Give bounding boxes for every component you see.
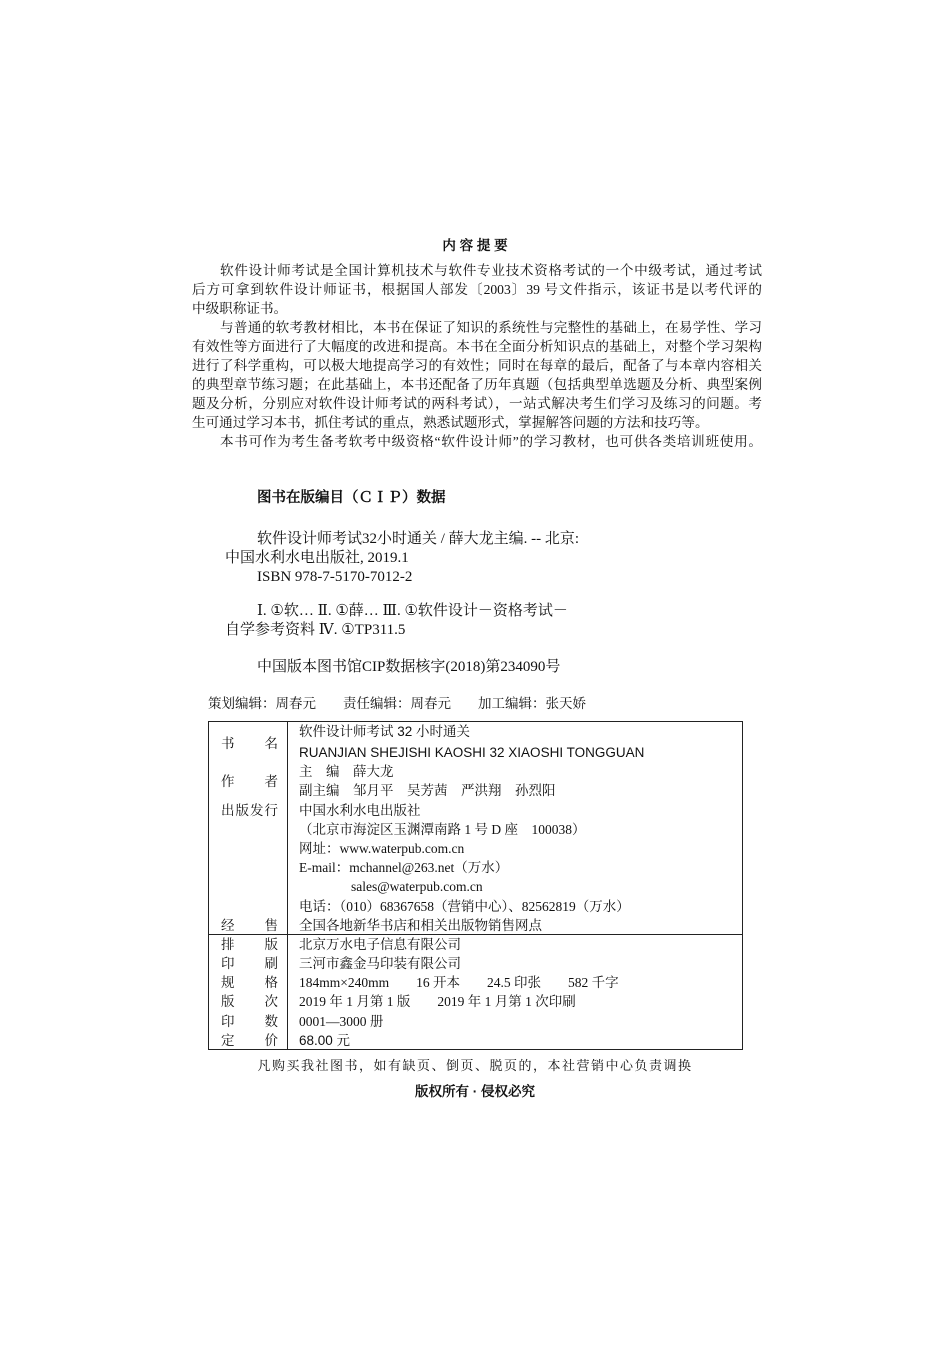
distribution-value: 全国各地新华书店和相关出版物销售网点 (299, 918, 542, 933)
publisher-phone: 电话：（010）68367658（营销中心）、82562819（万水） (299, 899, 630, 914)
label-book-title: 书名 (221, 736, 278, 751)
deputy-editors: 副主编 邹月平 吴芳茜 严洪翔 孙烈阳 (299, 783, 556, 798)
cip-line: ISBN 978-7-5170-7012-2 (257, 569, 413, 585)
cip-line: Ⅰ. ①软… Ⅱ. ①薛… Ⅲ. ①软件设计－资格考试－ (257, 603, 568, 619)
label-edition: 版次 (221, 994, 278, 1009)
summary-title: 内 容 提 要 (442, 238, 508, 253)
publication-info-table (208, 721, 743, 1050)
summary-line: 进行了科学重构，可以极大地提高学习的有效性；同时在每章的最后，配备了与本章内容相关 (192, 358, 762, 373)
summary-line: 中级职称证书。 (192, 301, 288, 316)
publisher-email-sales: sales@waterpub.com.cn (351, 879, 483, 894)
book-title-cn: 软件设计师考试 32 小时通关 (299, 724, 471, 739)
summary-line: 与普通的软考教材相比，本书在保证了知识的系统性与完整性的基础上，在易学性、学习 (220, 320, 762, 335)
cip-line: 软件设计师考试32小时通关 / 薛大龙主编. -- 北京: (257, 531, 580, 547)
label-print-run: 印数 (221, 1014, 278, 1029)
label-spec: 规格 (221, 975, 278, 990)
cip-number: 中国版本图书馆CIP数据核字(2018)第234090号 (257, 659, 561, 675)
summary-line: 的典型章节练习题；在此基础上，本书还配备了历年真题（包括典型单选题及分析、典型案例 (192, 377, 762, 392)
label-printing: 印刷 (221, 956, 278, 971)
chief-editor: 主 编 薛大龙 (299, 764, 394, 779)
summary-line: 本书可作为考生备考软考中级资格“软件设计师”的学习教材，也可供各类培训班使用。 (220, 434, 762, 449)
cip-line: 自学参考资料 Ⅳ. ①TP311.5 (225, 622, 406, 638)
cip-line: 中国水利水电出版社, 2019.1 (225, 550, 409, 566)
summary-line: 软件设计师考试是全国计算机技术与软件专业技术资格考试的一个中级考试，通过考试 (220, 263, 762, 278)
replacement-notice: 凡购买我社图书，如有缺页、倒页、脱页的，本社营销中心负责调换 (257, 1058, 693, 1073)
editors-line: 策划编辑：周春元 责任编辑：周春元 加工编辑：张天娇 (208, 696, 586, 711)
copyright-notice: 版权所有 · 侵权必究 (415, 1084, 535, 1099)
label-publisher: 出版发行 (221, 803, 278, 818)
typesetting-value: 北京万水电子信息有限公司 (299, 937, 461, 952)
summary-line: 后方可拿到软件设计师证书，根据国人部发〔2003〕39 号文件指示，该证书是以考代评的 (192, 282, 762, 297)
summary-line: 生可通过学习本书，抓住考试的重点，熟悉试题形式，掌握解答问题的方法和技巧等。 (192, 415, 709, 430)
publisher-address: （北京市海淀区玉渊潭南路 1 号 D 座 100038） (299, 822, 586, 837)
book-title-en: RUANJIAN SHEJISHI KAOSHI 32 XIAOSHI TONGGUAN (299, 745, 645, 760)
label-price: 定价 (221, 1033, 278, 1048)
cip-title: 图书在版编目（ＣＩＰ）数据 (257, 490, 446, 506)
publisher-name: 中国水利水电出版社 (299, 803, 421, 818)
spec-value: 184mm×240mm 16 开本 24.5 印张 582 千字 (299, 975, 619, 990)
printing-value: 三河市鑫金马印装有限公司 (299, 956, 461, 971)
summary-line: 有效性等方面进行了大幅度的改进和提高。本书在全面分析知识点的基础上，对整个学习架构 (192, 339, 762, 354)
price-value: 68.00 元 (299, 1033, 351, 1048)
label-typesetting: 排版 (221, 937, 278, 952)
publisher-email: E-mail：mchannel@263.net（万水） (299, 860, 509, 875)
publisher-website: 网址：www.waterpub.com.cn (299, 841, 465, 856)
label-distribution: 经售 (221, 918, 278, 933)
column-divider (287, 722, 288, 1049)
label-author: 作者 (221, 774, 278, 789)
edition-value: 2019 年 1 月第 1 版 2019 年 1 月第 1 次印刷 (299, 994, 576, 1009)
summary-line: 题及分析，分别应对软件设计师考试的两科考试），一站式解决考生们学习及练习的问题。考 (192, 396, 762, 411)
print-run-value: 0001—3000 册 (299, 1014, 384, 1029)
